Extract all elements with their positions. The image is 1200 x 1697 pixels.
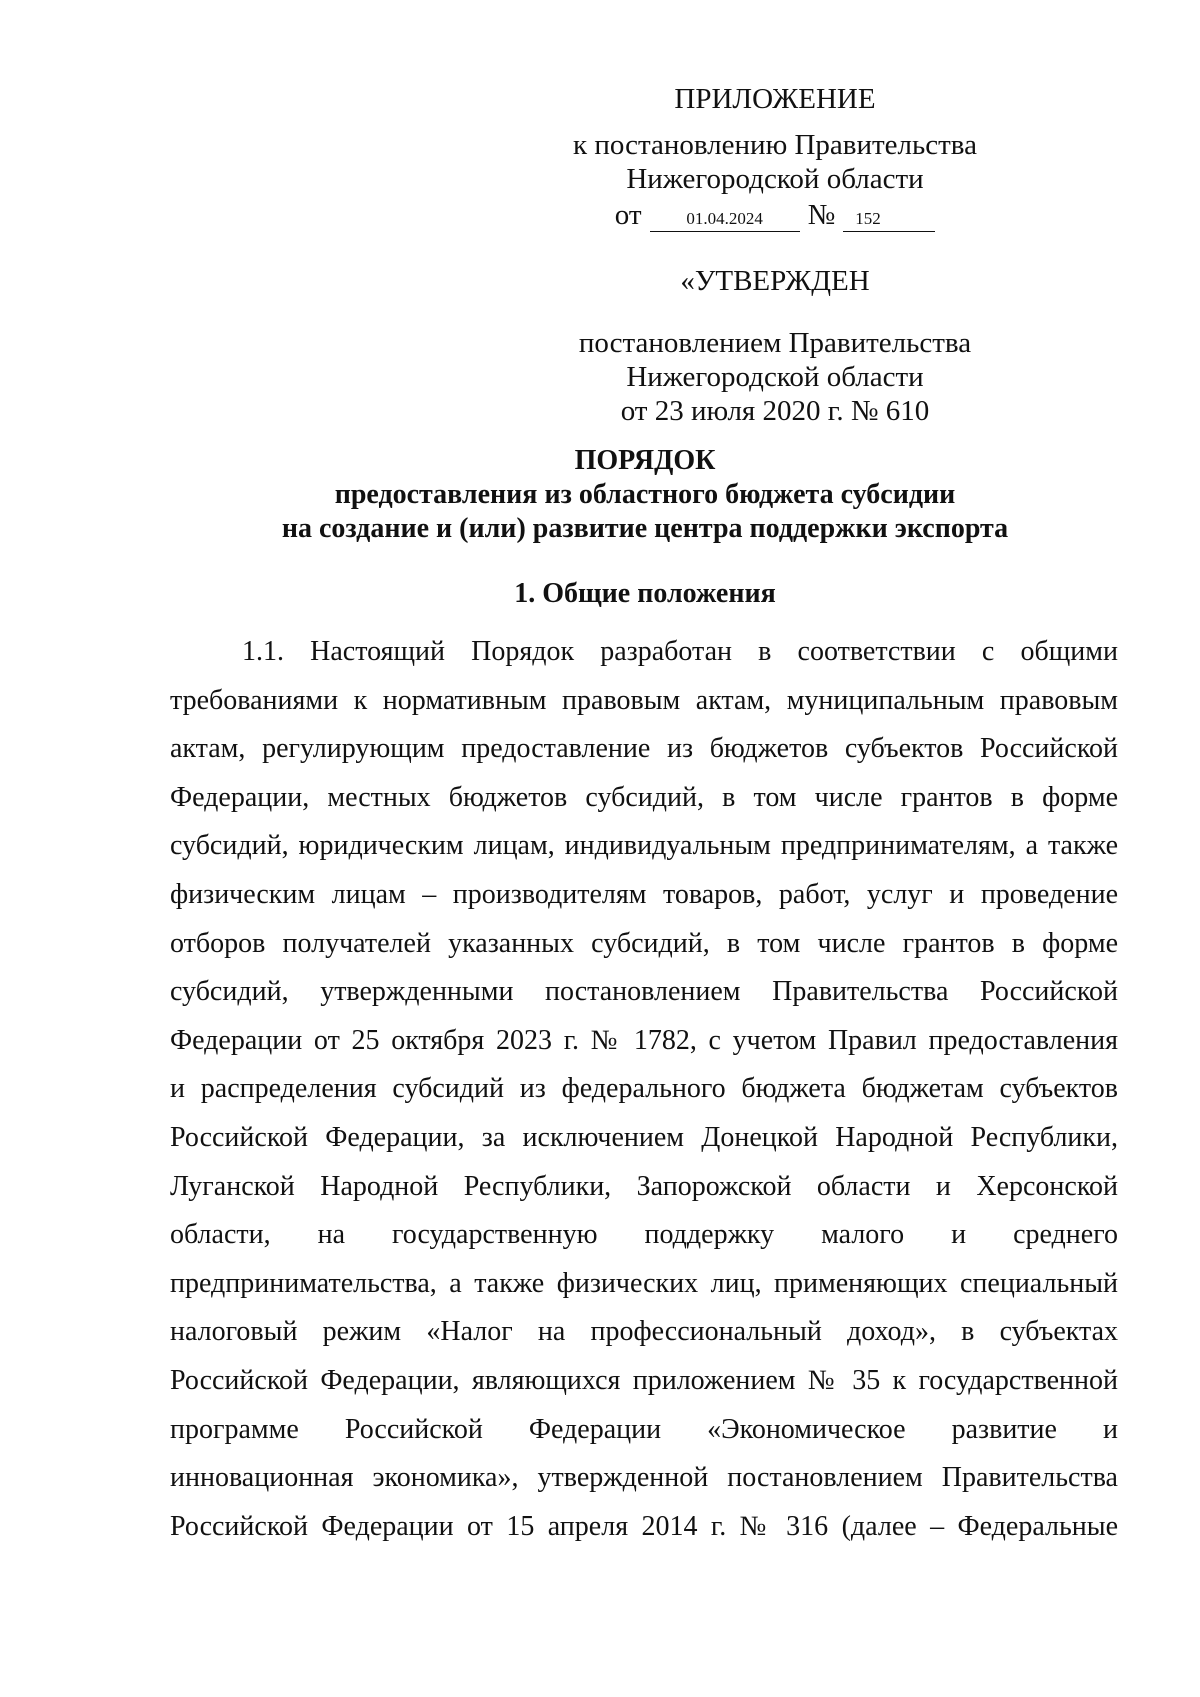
paragraph-line: отборов получателей указанных субсидий, в том числе грантов в форме: [170, 927, 1118, 959]
section-title: 1. Общие положения: [514, 578, 776, 609]
order-subtitle-line-2: на создание и (или) развитие центра поддержки экспорта: [281, 513, 1009, 544]
approved-block: [560, 264, 990, 428]
annex-number-label: №: [807, 199, 836, 231]
annex-date-value: 01.04.2024: [650, 208, 800, 232]
paragraph-line: физическим лицам – производителям товаров, работ, услуг и проведение: [170, 878, 1118, 910]
paragraph-line: области, на государственную поддержку малого и среднего: [170, 1219, 1118, 1251]
paragraph-line: 1.1. Настоящий Порядок разработан в соответствии с общими: [242, 636, 1118, 667]
paragraph-line: и распределения субсидий из федерального бюджета бюджетам субъектов: [170, 1073, 1118, 1105]
annex-number-value: 152: [843, 208, 935, 232]
paragraph-line: Луганской Народной Республики, Запорожской области и Херсонской: [170, 1170, 1118, 1202]
paragraph-line: Федерации, местных бюджетов субсидий, в том числе грантов в форме: [170, 781, 1118, 813]
paragraph-line: предпринимательства, а также физических лиц, применяющих специальный: [170, 1267, 1118, 1299]
annex-header: [560, 82, 990, 232]
approved-line-1: постановлением Правительства: [578, 327, 972, 359]
annex-line-2: Нижегородской области: [626, 163, 924, 195]
order-title: ПОРЯДОК: [574, 445, 716, 476]
paragraph-line: Российской Федерации, являющихся приложением № 35 к государственной: [170, 1364, 1118, 1396]
order-title-block: [170, 444, 1120, 546]
order-subtitle-line-1: предоставления из областного бюджета субсидии: [334, 479, 956, 510]
paragraph-1-1: [170, 628, 1118, 1551]
paragraph-line: субсидий, утвержденными постановлением Правительства Российской: [170, 976, 1118, 1008]
paragraph-line: Федерации от 25 октября 2023 г. № 1782, с учетом Правил предоставления: [170, 1024, 1118, 1056]
approved-head: «УТВЕРЖДЕН: [680, 265, 870, 297]
annex-from-label: от: [614, 199, 642, 231]
annex-title: ПРИЛОЖЕНИЕ: [674, 83, 876, 115]
paragraph-line: налоговый режим «Налог на профессиональный доход», в субъектах: [170, 1316, 1118, 1348]
paragraph-line: Российской Федерации от 15 апреля 2014 г. № 316 (далее – Федеральные: [170, 1510, 1118, 1542]
paragraph-line: актам, регулирующим предоставление из бюджетов субъектов Российской: [170, 733, 1118, 765]
annex-line-1: к постановлению Правительства: [573, 129, 977, 161]
paragraph-line: Российской Федерации, за исключением Донецкой Народной Республики,: [170, 1121, 1118, 1153]
paragraph-line: программе Российской Федерации «Экономическое развитие и: [170, 1413, 1118, 1445]
paragraph-line: субсидий, юридическим лицам, индивидуальным предпринимателям, а также: [170, 830, 1118, 862]
annex-date-row: [560, 198, 990, 232]
approved-line-3: от 23 июля 2020 г. № 610: [620, 395, 930, 427]
paragraph-line: инновационная экономика», утвержденной постановлением Правительства: [170, 1462, 1118, 1494]
approved-line-2: Нижегородской области: [626, 361, 924, 393]
paragraph-line: требованиями к нормативным правовым актам, муниципальным правовым: [170, 684, 1118, 716]
